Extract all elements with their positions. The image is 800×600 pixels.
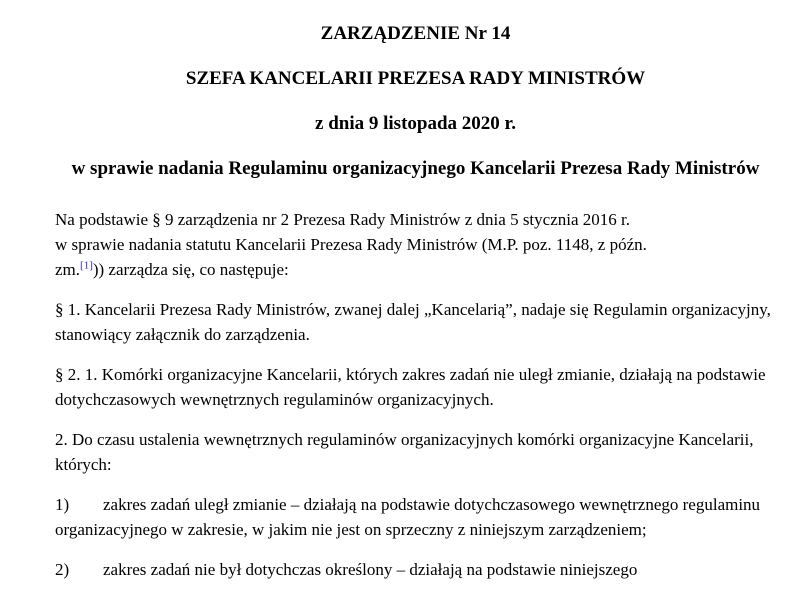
ordinance-date: z dnia 9 listopada 2020 r. — [315, 113, 516, 134]
footnote-1-link[interactable]: [1] — [80, 259, 93, 272]
preamble-line-1: Na podstawie § 9 zarządzenia nr 2 Prezesa Rady Ministrów z dnia 5 stycznia 2016 r. — [55, 210, 630, 229]
section-2-point-1-paragraph: § 2. 1. Komórki organizacyjne Kancelarii, których zakres zadań nie uległ zmianie, działają na podstawie dotychczasowych wewnętrznych regulaminów organizacyjnych. — [55, 365, 766, 409]
list-item-2 — [55, 557, 776, 582]
section-2-point-2-paragraph: 2. Do czasu ustalenia wewnętrznych regulaminów organizacyjnych komórki organizacyjne Kancelarii, których: — [55, 430, 754, 474]
preamble-line-2: w sprawie nadania statutu Kancelarii Prezesa Rady Ministrów (M.P. poz. 1148, z późn. — [55, 235, 647, 254]
preamble-line-3-suffix: )) zarządza się, co następuje: — [92, 260, 289, 279]
list-item-1-text: zakres zadań uległ zmianie – działają na podstawie dotychczasowego wewnętrznego regulaminu organizacyjnego w zakresie, w jakim nie jest on sprzeczny z niniejszym zarządzeniem; — [55, 495, 761, 539]
list-item-1-marker: 1) — [55, 495, 70, 514]
list-item-1 — [55, 492, 776, 542]
section-1-paragraph: § 1. Kancelarii Prezesa Rady Ministrów, zwanej dalej „Kancelarią”, nadaje się Regulamin organizacyjny, stanowiący załącznik do zarządzenia. — [55, 300, 771, 344]
list-item-2-marker: 2) — [55, 560, 70, 579]
ordinance-issuer: SZEFA KANCELARII PREZESA RADY MINISTRÓW — [185, 68, 646, 89]
ordinance-subject: w sprawie nadania Regulaminu organizacyjnego Kancelarii Prezesa Rady Ministrów — [71, 158, 760, 179]
preamble-paragraph — [55, 207, 776, 282]
preamble-line-3-prefix: zm. — [55, 260, 81, 279]
list-item-2-text: zakres zadań nie był dotychczas określony – działają na podstawie niniejszego — [103, 560, 638, 579]
ordinance-title: ZARZĄDZENIE Nr 14 — [320, 23, 511, 44]
